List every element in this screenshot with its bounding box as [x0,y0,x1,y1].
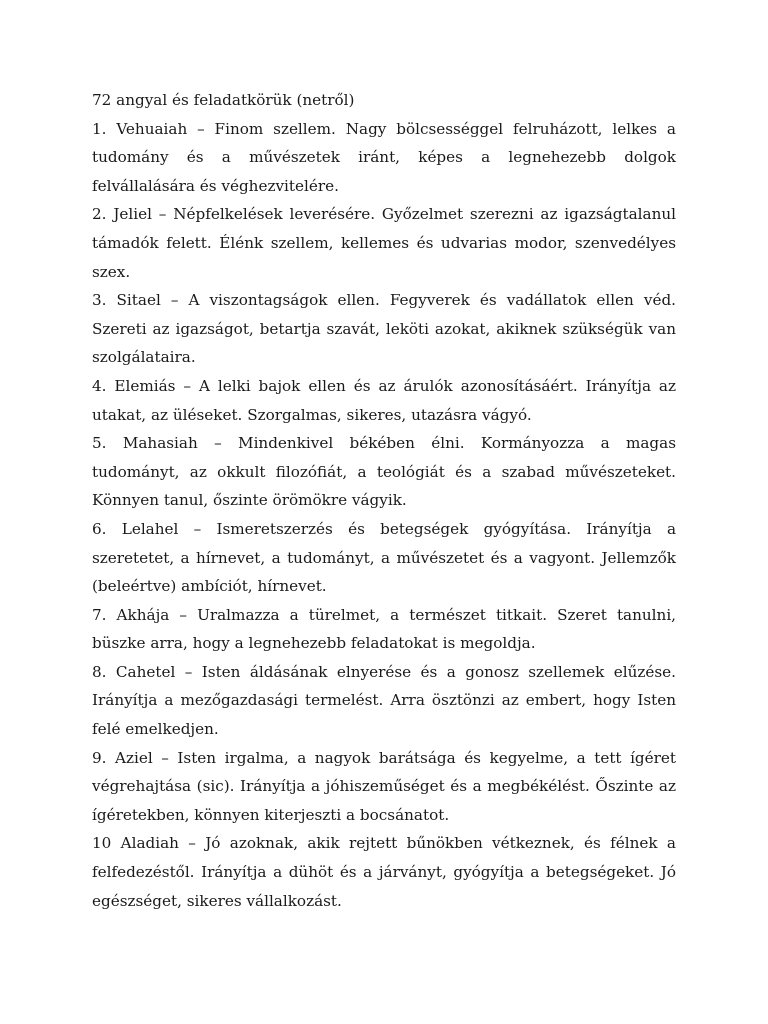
angel-entry-2: 2. Jeliel – Népfelkelések leverésére. Győzelmet szerezni az igazságtalanul támadók felett. Élénk szellem, kellemes és udvarias modor, szenvedélyes szex. [92,205,676,281]
angel-entry-6: 6. Lelahel – Ismeretszerzés és betegségek gyógyítása. Irányítja a szeretetet, a hírnevet, a tudományt, a művészetet és a vagyont. Jellemzők (beleértve) ambíciót, hírnevet. [92,519,676,596]
angel-entry-4: 4. Elemiás – A lelki bajok ellen és az árulók azonosításáért. Irányítja az utakat, az üléseket. Szorgalmas, sikeres, utazásra vágyó. [92,376,676,424]
angel-entry-5: 5. Mahasiah – Mindenkivel békében élni. Kormányozza a magas tudományt, az okkult filozófiát, a teológiát és a szabad művészeteket. Könnyen tanul, őszinte örömökre vágyik. [92,434,676,510]
document-page [92,86,676,915]
angel-entry-9: 9. Aziel – Isten irgalma, a nagyok barátsága és kegyelme, a tett ígéret végrehajtása (sic). Irányítja a jóhiszeműséget és a megbékélést. Őszinte az ígéretekben, könnyen kiterjeszti a bocsánatot. [92,748,676,824]
document-title: 72 angyal és feladatkörük (netről) [92,91,355,109]
angel-entry-7: 7. Akhája – Uralmazza a türelmet, a természet titkait. Szeret tanulni, büszke arra, hogy a legnehezebb feladatokat is megoldja. [92,605,676,653]
angel-entry-8: 8. Cahetel – Isten áldásának elnyerése és a gonosz szellemek elűzése. Irányítja a mezőgazdasági termelést. Arra ösztönzi az embert, hogy Isten felé emelkedjen. [92,662,676,739]
angel-entry-10: 10 Aladiah – Jó azoknak, akik rejtett bűnökben vétkeznek, és félnek a felfedezéstől. Irányítja a dühöt és a járványt, gyógyítja a betegségeket. Jó egészséget, sikeres vállalkozást. [92,834,676,910]
angel-entry-1: 1. Vehuaiah – Finom szellem. Nagy bölcsességgel felruházott, lelkes a tudomány és a művészetek iránt, képes a legnehezebb dolgok felvállalására és véghezvitelére. [92,119,676,195]
angel-entry-3: 3. Sitael – A viszontagságok ellen. Fegyverek és vadállatok ellen véd. Szereti az igazságot, betartja szavát, leköti azokat, akiknek szükségük van szolgálataira. [92,291,676,367]
